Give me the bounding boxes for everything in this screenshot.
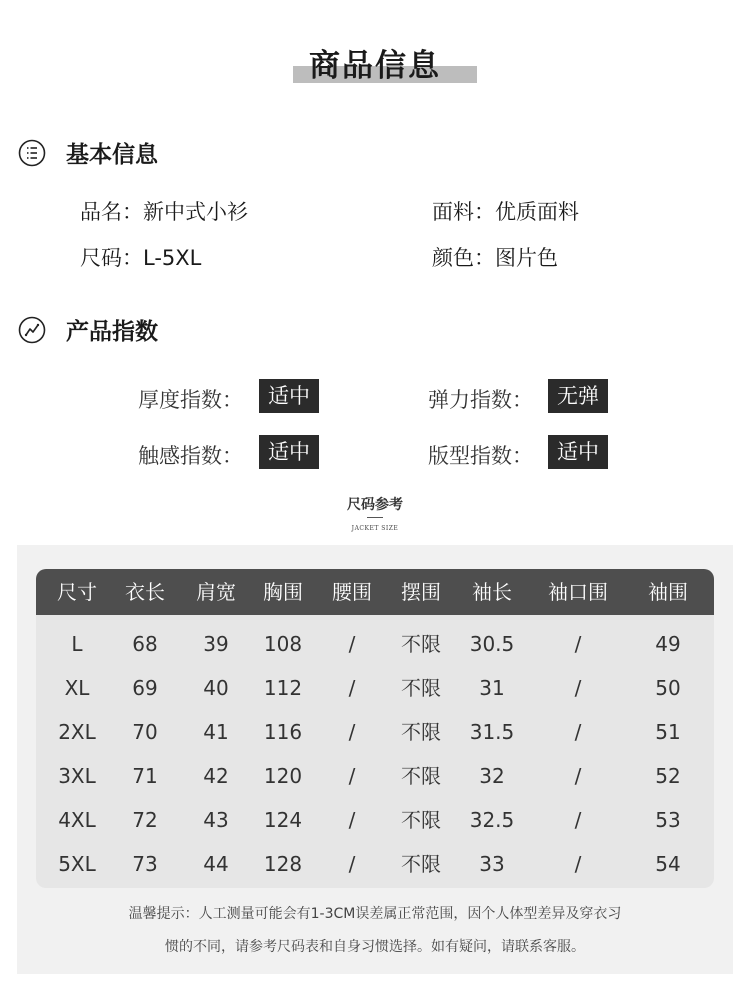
fit-value-badge: 适中: [548, 435, 608, 469]
field-color: [432, 242, 558, 272]
page-title: 商品信息: [309, 48, 441, 84]
table-cell: 42: [203, 764, 229, 788]
table-cell: 不限: [401, 676, 441, 700]
field-fabric: [432, 196, 579, 226]
notice-line-1: 温馨提示：人工测量可能会有1-3CM误差属正常范围，因个人体型差异及穿衣习: [128, 906, 622, 922]
table-cell: 41: [203, 720, 229, 744]
table-cell: 72: [132, 808, 158, 832]
table-cell: 4XL: [58, 808, 96, 832]
table-cell: 70: [132, 720, 158, 744]
table-cell: 112: [263, 676, 303, 700]
table-cell: 73: [132, 852, 158, 876]
table-header-cell: 衣长: [125, 580, 165, 604]
field-value: 图片色: [495, 246, 558, 270]
table-cell: 31.5: [469, 720, 515, 744]
notice-line-2: 惯的不同，请参考尺码表和自身习惯选择。如有疑问，请联系客服。: [165, 939, 585, 955]
table-cell: /: [348, 676, 356, 700]
table-cell: 53: [655, 808, 681, 832]
table-cell: 69: [132, 676, 158, 700]
table-cell: 不限: [401, 720, 441, 744]
table-cell: 39: [203, 632, 229, 656]
table-cell: /: [574, 764, 582, 788]
field-value: 新中式小衫: [143, 200, 248, 224]
list-icon: [18, 139, 46, 167]
product-index-header: [18, 313, 158, 346]
table-header-cell: 胸围: [263, 580, 303, 604]
basic-info-title: 基本信息: [66, 142, 158, 168]
table-cell: 30.5: [469, 632, 515, 656]
size-reference-subtitle: JACKET SIZE: [351, 525, 399, 532]
size-reference-divider: [367, 517, 383, 518]
table-header-cell: 袖围: [648, 580, 688, 604]
table-cell: 51: [655, 720, 681, 744]
table-cell: 2XL: [58, 720, 96, 744]
table-cell: 43: [203, 808, 229, 832]
touch-label: 触感指数：: [138, 444, 243, 468]
field-label: 面料：: [432, 200, 495, 224]
table-cell: 33: [479, 852, 505, 876]
table-cell: 108: [263, 632, 303, 656]
table-cell: 不限: [401, 632, 441, 656]
table-cell: 32: [479, 764, 505, 788]
elasticity-value-badge: 无弹: [548, 379, 608, 413]
field-value: 优质面料: [495, 200, 579, 224]
table-cell: 54: [655, 852, 681, 876]
table-cell: /: [574, 676, 582, 700]
elasticity-label: 弹力指数：: [428, 388, 533, 412]
table-cell: 40: [203, 676, 229, 700]
fit-label: 版型指数：: [428, 444, 533, 468]
table-header-cell: 袖口围: [548, 580, 608, 604]
field-label: 品名：: [80, 200, 143, 224]
table-cell: XL: [64, 676, 90, 700]
table-cell: 不限: [401, 808, 441, 832]
table-cell: 32.5: [469, 808, 515, 832]
table-header-cell: 肩宽: [196, 580, 236, 604]
table-cell: 3XL: [58, 764, 96, 788]
table-header-cell: 尺寸: [57, 580, 97, 604]
table-header-cell: 袖长: [472, 580, 512, 604]
table-cell: 49: [655, 632, 681, 656]
table-header-cell: 摆围: [401, 580, 441, 604]
table-cell: /: [574, 808, 582, 832]
field-size: [80, 242, 201, 272]
table-cell: 50: [655, 676, 681, 700]
trend-chart-icon: [18, 316, 46, 344]
table-cell: /: [574, 720, 582, 744]
table-cell: 71: [132, 764, 158, 788]
table-cell: /: [348, 720, 356, 744]
product-index-title: 产品指数: [66, 319, 158, 345]
table-cell: 不限: [401, 764, 441, 788]
table-cell: 31: [479, 676, 505, 700]
touch-value-badge: 适中: [259, 435, 319, 469]
table-cell: 不限: [401, 852, 441, 876]
field-name: [80, 196, 248, 226]
table-cell: 124: [263, 808, 303, 832]
table-cell: 44: [203, 852, 229, 876]
table-cell: /: [348, 852, 356, 876]
table-cell: /: [348, 808, 356, 832]
field-value: L-5XL: [143, 246, 202, 270]
table-cell: 128: [263, 852, 303, 876]
thickness-label: 厚度指数：: [138, 388, 243, 412]
table-cell: L: [71, 632, 83, 656]
table-cell: /: [574, 852, 582, 876]
field-label: 尺码：: [80, 246, 143, 270]
size-reference-title: 尺码参考: [347, 497, 403, 513]
table-cell: /: [348, 764, 356, 788]
thickness-value-badge: 适中: [259, 379, 319, 413]
table-cell: 116: [263, 720, 303, 744]
table-header-cell: 腰围: [332, 580, 372, 604]
table-cell: 52: [655, 764, 681, 788]
table-cell: 120: [263, 764, 303, 788]
table-cell: /: [574, 632, 582, 656]
table-cell: 5XL: [58, 852, 96, 876]
field-label: 颜色：: [432, 246, 495, 270]
basic-info-header: [18, 136, 158, 169]
table-cell: /: [348, 632, 356, 656]
table-cell: 68: [132, 632, 158, 656]
